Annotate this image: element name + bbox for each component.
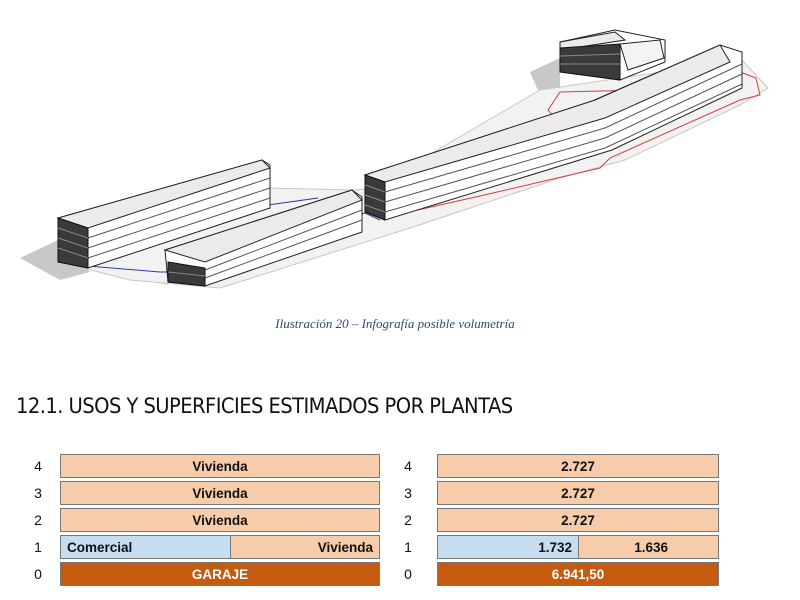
area-cell-garaje: 6.941,50 [437,562,719,586]
use-cell-garaje: GARAJE [60,562,380,586]
floor-label: 0 [404,566,412,582]
area-cell: 2.727 [437,454,719,478]
floor-label: 3 [404,485,412,501]
floor-label: 2 [34,512,42,528]
floor-label: 1 [34,539,42,555]
area-cell: 2.727 [437,508,719,532]
area-cell-comercial: 1.732 [437,535,579,559]
area-cell-vivienda: 1.636 [578,535,719,559]
floor-label: 0 [34,566,42,582]
use-cell-vivienda: Vivienda [230,535,380,559]
use-cell-vivienda: Vivienda [60,454,380,478]
floor-label: 3 [34,485,42,501]
area-cell: 2.727 [437,481,719,505]
floor-label: 1 [404,539,412,555]
floor-label: 4 [404,458,412,474]
floor-label: 2 [404,512,412,528]
use-cell-vivienda: Vivienda [60,481,380,505]
floor-label: 4 [34,458,42,474]
use-cell-vivienda: Vivienda [60,508,380,532]
figure-caption: Ilustración 20 – Infografía posible volumetría [275,316,515,331]
use-cell-comercial: Comercial [60,535,231,559]
section-heading: 12.1. USOS Y SUPERFICIES ESTIMADOS POR PLANTAS [16,394,513,418]
